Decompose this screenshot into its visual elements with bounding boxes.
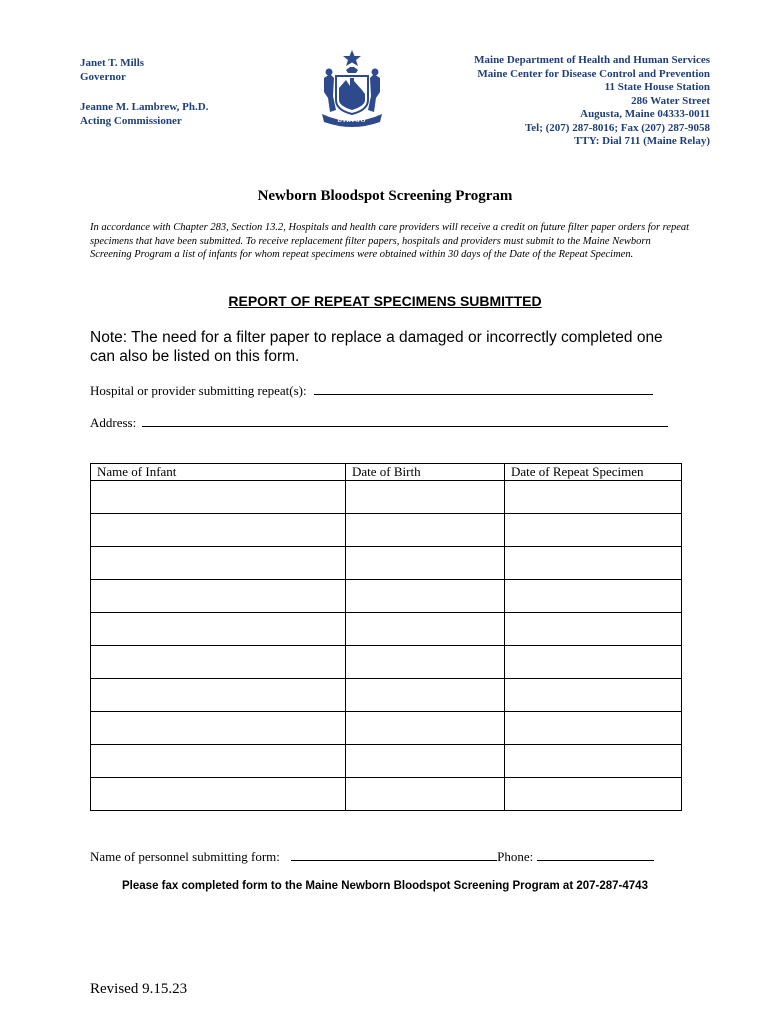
fax-instruction: Please fax completed form to the Maine Newborn Bloodspot Screening Program at 207-287-4743 [122,880,648,892]
dob-cell[interactable] [346,514,505,547]
repeat-date-cell[interactable] [505,646,682,679]
table-row [91,646,682,679]
repeat-date-cell[interactable] [505,580,682,613]
table-row [91,679,682,712]
left-header [80,56,208,128]
report-title: REPORT OF REPEAT SPECIMENS SUBMITTED [228,293,542,309]
dob-cell[interactable] [346,547,505,580]
phone-label: Phone: [497,849,534,864]
header-date-of-birth: Date of Birth [346,464,505,481]
governor-title: Governor [80,71,126,83]
hospital-field [90,382,653,399]
infant-name-cell[interactable] [91,547,346,580]
infant-name-cell[interactable] [91,580,346,613]
intro-paragraph: In accordance with Chapter 283, Section 13.2, Hospitals and health care providers will receive a credit on future filter paper orders for repeat specimens that have been submitted. To receive replacement filter papers, hospitals and providers must submit to the Maine Newborn Screening Program a list of infants for whom repeat specimens were obtained within 30 days of the Date of the Repeat Specimen. [90,222,690,260]
table-header-row [91,464,682,481]
table-row [91,580,682,613]
commissioner-name: Jeanne M. Lambrew, Ph.D. [80,101,209,113]
repeat-date-cell[interactable] [505,712,682,745]
infant-name-cell[interactable] [91,613,346,646]
address-label: Address: [90,415,137,430]
cdc-name: Maine Center for Disease Control and Prevention [477,67,710,80]
state-seal-icon [316,48,388,130]
dob-cell[interactable] [346,778,505,811]
governor-name: Janet T. Mills [80,57,145,69]
table-row [91,613,682,646]
program-title: Newborn Bloodspot Screening Program [257,188,513,204]
header-name-of-infant: Name of Infant [91,464,346,481]
commissioner-title: Acting Commissioner [80,115,182,127]
dob-cell[interactable] [346,646,505,679]
address-field [90,414,668,431]
header-date-of-repeat: Date of Repeat Specimen [505,464,682,481]
hospital-label: Hospital or provider submitting repeat(s): [90,383,307,398]
dob-cell[interactable] [346,712,505,745]
infant-name-cell[interactable] [91,778,346,811]
infant-name-cell[interactable] [91,712,346,745]
infant-name-cell[interactable] [91,679,346,712]
infant-name-cell[interactable] [91,646,346,679]
specimen-table [90,463,682,811]
street-address: 286 Water Street [631,94,710,107]
address-input-line[interactable] [142,414,668,427]
seal-motto: DIRIGO [337,118,367,124]
phone-fax: Tel; (207) 287-8016; Fax (207) 287-9058 [524,121,710,134]
repeat-date-cell[interactable] [505,778,682,811]
table-row [91,745,682,778]
revised-date: Revised 9.15.23 [90,981,188,997]
dob-cell[interactable] [346,745,505,778]
phone-input-line[interactable] [537,848,654,861]
personnel-input-line[interactable] [291,848,497,861]
repeat-date-cell[interactable] [505,679,682,712]
table-row [91,712,682,745]
department-name: Maine Department of Health and Human Services [474,54,710,66]
dob-cell[interactable] [346,613,505,646]
infant-name-cell[interactable] [91,745,346,778]
repeat-date-cell[interactable] [505,547,682,580]
repeat-date-cell[interactable] [505,514,682,547]
station-address: 11 State House Station [604,81,710,93]
table-row [91,481,682,514]
dob-cell[interactable] [346,580,505,613]
note-text: Note: The need for a filter paper to replace a damaged or incorrectly completed one can also be listed on this form. [90,329,663,365]
repeat-date-cell[interactable] [505,613,682,646]
repeat-date-cell[interactable] [505,481,682,514]
table-row [91,514,682,547]
dob-cell[interactable] [346,679,505,712]
hospital-input-line[interactable] [314,382,653,395]
table-row [91,778,682,811]
personnel-field [90,848,654,865]
right-header [474,54,710,149]
repeat-date-cell[interactable] [505,745,682,778]
city-address: Augusta, Maine 04333-0011 [580,108,710,120]
dob-cell[interactable] [346,481,505,514]
infant-name-cell[interactable] [91,514,346,547]
personnel-label: Name of personnel submitting form: [90,849,280,864]
infant-name-cell[interactable] [91,481,346,514]
table-row [91,547,682,580]
tty: TTY: Dial 711 (Maine Relay) [574,135,710,147]
